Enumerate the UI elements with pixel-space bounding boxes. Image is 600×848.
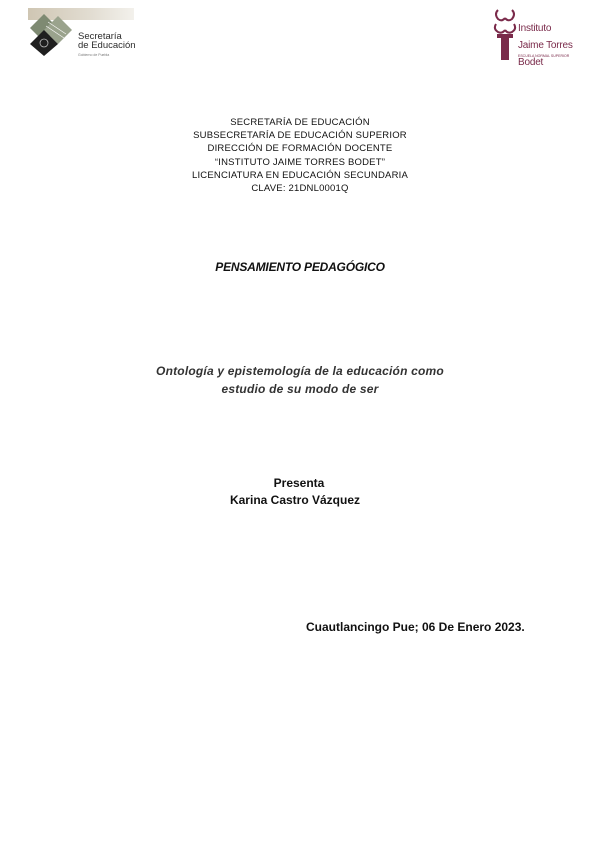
subject-title: PENSAMIENTO PEDAGÓGICO [215,260,385,274]
institute-logo-line2: Jaime Torres Bodet [518,40,573,68]
sep-logo-subline: Gobierno de Puebla [78,53,110,57]
institute-logo-text [518,20,592,71]
place-date: Cuautlancingo Pue; 06 De Enero 2023. [306,620,525,634]
sep-logo [28,8,136,58]
sep-logo-text [78,32,136,50]
institute-logo [492,4,592,68]
presenter-name: Karina Castro Vázquez [229,493,361,507]
header-line: SUBSECRETARÍA DE EDUCACIÓN SUPERIOR [193,130,407,142]
sep-logo-line2: de Educación [78,40,136,51]
topic-line2: estudio de su modo de ser [221,382,379,396]
institute-emblem-icon [492,4,518,62]
topic-line1: Ontología y epistemología de la educación como [156,364,444,378]
institute-logo-subline: ESCUELA NORMAL SUPERIOR [518,54,570,58]
header-line: “INSTITUTO JAIME TORRES BODET” [214,156,386,168]
header-line: DIRECCIÓN DE FORMACIÓN DOCENTE [207,143,393,155]
institutional-header [100,116,500,195]
presenter-block [100,475,500,509]
sep-diamond-icon [28,12,78,56]
sep-logo-line1: Secretaría [78,31,122,42]
header-line: CLAVE: 21DNL0001Q [251,183,349,195]
header-line: LICENCIATURA EN EDUCACIÓN SECUNDARIA [191,169,409,181]
institute-logo-line1: Instituto [518,23,552,34]
presenter-label: Presenta [273,476,325,490]
topic-title [100,362,500,398]
header-line: SECRETARÍA DE EDUCACIÓN [230,117,370,128]
